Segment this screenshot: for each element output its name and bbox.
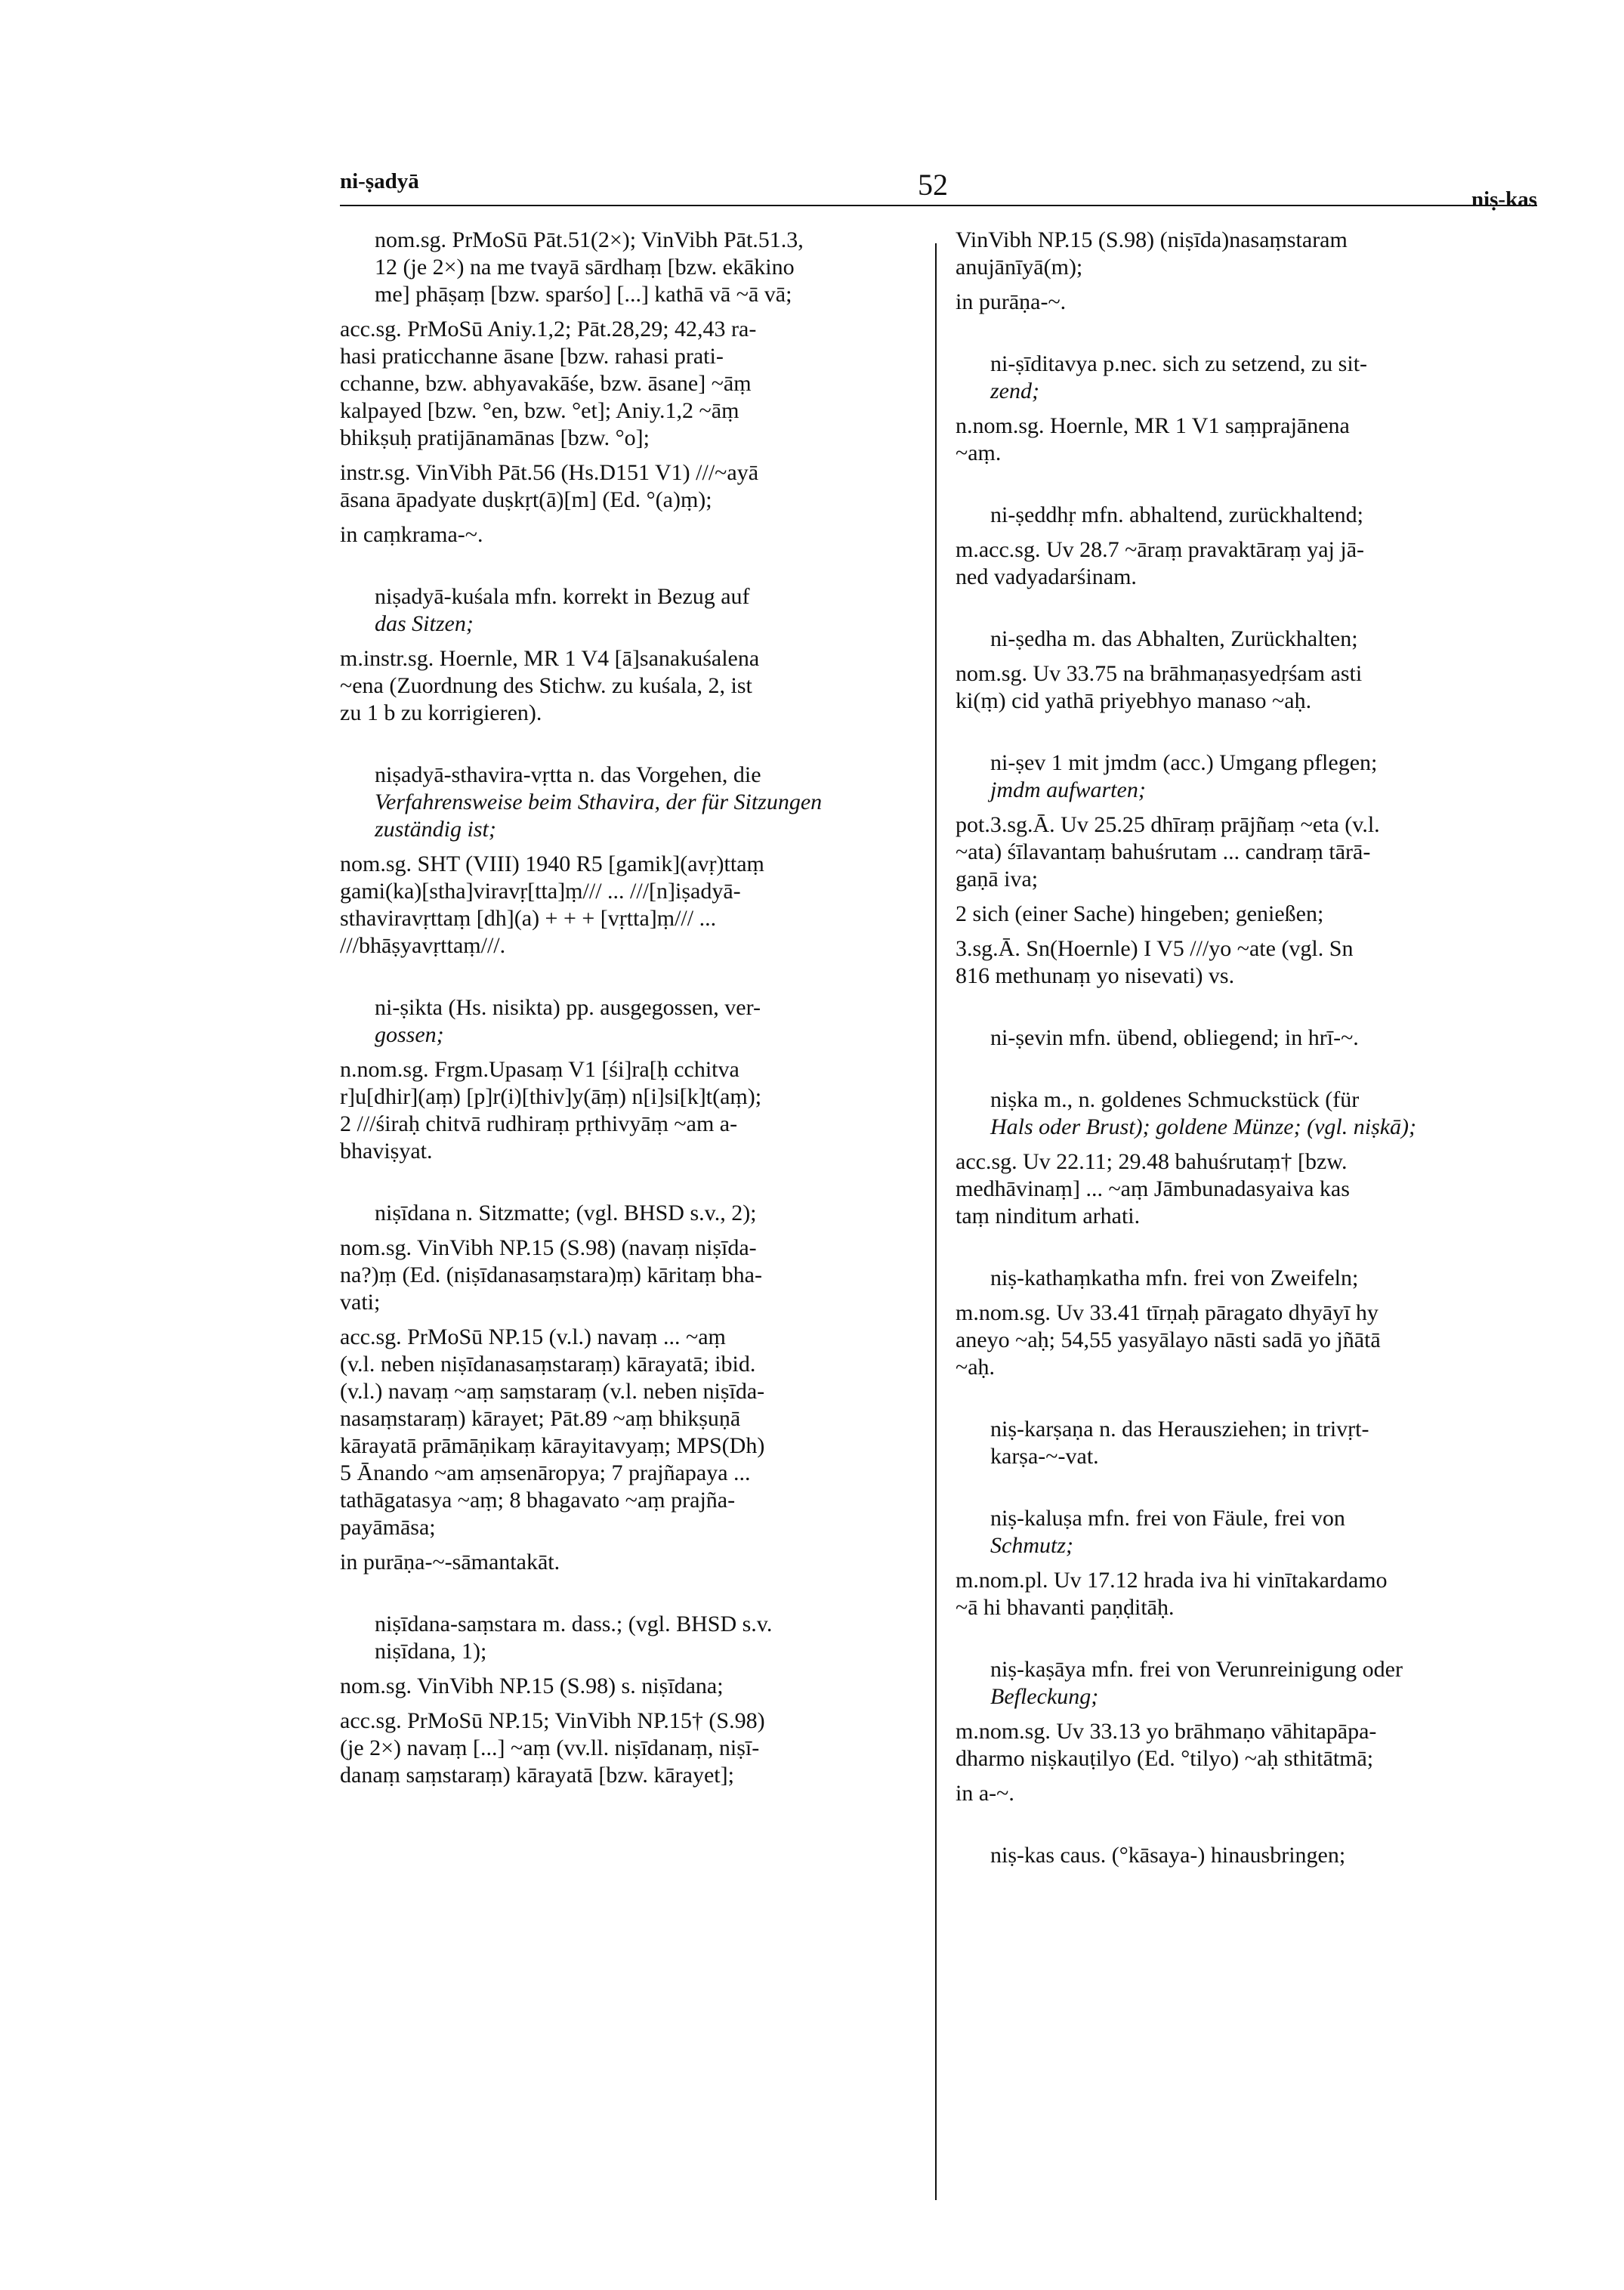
text-line: in a-~. [956, 1781, 1014, 1806]
entry-paragraph [956, 289, 1537, 316]
text-line: acc.sg. PrMoSū NP.15 (v.l.) navaṃ ... ~aṃ [340, 1324, 726, 1349]
text-line: m.nom.sg. Uv 33.41 tīrṇaḥ pāragato dhyāyī hy [956, 1300, 1379, 1325]
text-line: gaṇā iva; [956, 867, 1039, 892]
text-line: in purāṇa-~. [956, 289, 1067, 314]
headword-line: ni-ṣev 1 mit jmdm (acc.) Umgang pflegen; [990, 750, 1378, 775]
text-line: instr.sg. VinVibh Pāt.56 (Hs.D151 V1) ///~ayā [340, 460, 759, 485]
dictionary-entry [956, 1416, 1537, 1470]
text-line: bhikṣuḥ pratijānamānas [bzw. °o]; [340, 425, 650, 450]
headword-line: ni-ṣevin mfn. übend, obliegend; in hrī-~. [990, 1025, 1359, 1050]
text-line: n.nom.sg. Frgm.Upasaṃ V1 [śi]ra[ḥ cchitva [340, 1057, 739, 1082]
text-line: ~ena (Zuordnung des Stichw. zu kuśala, 2, ist [340, 673, 752, 698]
headword-line: zend; [990, 379, 1039, 403]
text-line: pot.3.sg.Ā. Uv 25.25 dhīraṃ prājñaṃ ~eta (v.l. [956, 812, 1380, 837]
entry-paragraph [956, 413, 1537, 467]
entry-paragraph [956, 901, 1537, 928]
text-line: bhaviṣyat. [340, 1139, 433, 1164]
entry-headword [956, 1265, 1537, 1292]
entry-paragraph [956, 227, 1537, 281]
headword-line: Schmutz; [990, 1533, 1073, 1558]
entry-paragraph [956, 1718, 1537, 1772]
text-line: ~ā hi bhavanti paṇḍitāḥ. [956, 1595, 1175, 1620]
entry-headword [956, 1505, 1537, 1559]
entry-paragraph [956, 811, 1537, 893]
entry-headword [340, 1200, 914, 1227]
text-line: me] phāṣaṃ [bzw. sparśo] [...] kathā vā ~ā vā; [375, 282, 792, 307]
text-line: kārayatā prāmāṇikaṃ kārayitavyaṃ; MPS(Dh) [340, 1433, 765, 1458]
headword-line: niṣ-kaṣāya mfn. frei von Verunreinigung oder [990, 1657, 1403, 1682]
entry-paragraph [340, 1673, 914, 1700]
dictionary-entry [956, 1505, 1537, 1621]
headword-line: Verfahrensweise beim Sthavira, der für Sitzungen [375, 790, 823, 814]
entry-paragraph [956, 536, 1537, 591]
text-line: (v.l.) navaṃ ~aṃ saṃstaraṃ (v.l. neben niṣīda- [340, 1379, 765, 1404]
dictionary-entry [956, 1086, 1537, 1230]
entry-paragraph [340, 645, 914, 727]
headword-line: ni-ṣedha m. das Abhalten, Zurückhalten; [990, 626, 1358, 651]
text-line: 2 sich (einer Sache) hingeben; genießen; [956, 901, 1324, 926]
dictionary-entry [340, 1200, 914, 1576]
headword-line: das Sitzen; [375, 611, 474, 636]
headword-line: niṣīdana, 1); [375, 1639, 487, 1664]
dictionary-entry [956, 626, 1537, 715]
text-line: medhāvinaṃ] ... ~aṃ Jāmbunadasyaiva kas [956, 1176, 1350, 1201]
text-line: ~aṃ. [956, 440, 1002, 465]
text-line: VinVibh NP.15 (S.98) (niṣīda)nasaṃstaram [956, 227, 1348, 252]
entry-paragraph [956, 935, 1537, 990]
headword-line: niṣ-kas caus. (°kāsaya-) hinausbringen; [990, 1843, 1346, 1868]
text-line: m.nom.sg. Uv 33.13 yo brāhmaṇo vāhitapāpa- [956, 1719, 1377, 1744]
text-line: gami(ka)[stha]viravṛ[tta]ṃ/// ... ///[n]iṣadyā- [340, 879, 741, 904]
dictionary-entry [956, 1265, 1537, 1381]
running-head-left: ni-ṣadyā [340, 169, 419, 193]
entry-headword [956, 1416, 1537, 1470]
headword-line: ni-ṣeddhṛ mfn. abhaltend, zurückhaltend; [990, 502, 1364, 527]
text-line: acc.sg. PrMoSū NP.15; VinVibh NP.15† (S.98) [340, 1708, 765, 1733]
entry-paragraph [956, 660, 1537, 715]
text-line: ki(ṃ) cid yathā priyebhyo manaso ~aḥ. [956, 688, 1312, 713]
text-line: āsana āpadyate duṣkṛt(ā)[m] (Ed. °(a)ṃ); [340, 487, 712, 512]
left-column [340, 227, 914, 1824]
entry-headword [956, 749, 1537, 804]
text-line: ///bhāṣyavṛttaṃ///. [340, 933, 506, 958]
headword-line: niṣadyā-sthavira-vṛtta n. das Vorgehen, die [375, 762, 761, 787]
entry-paragraph [340, 851, 914, 960]
entry-paragraph [340, 1707, 914, 1789]
text-line: in purāṇa-~-sāmantakāt. [340, 1550, 560, 1575]
entry-paragraph [340, 1235, 914, 1316]
headword-line: Hals oder Brust); goldene Münze; (vgl. niṣkā); [990, 1114, 1417, 1139]
text-line: ~ata) śīlavantaṃ bahuśrutam ... candraṃ tārā- [956, 839, 1371, 864]
text-line: kalpayed [bzw. °en, bzw. °et]; Aniy.1,2 ~āṃ [340, 398, 739, 423]
text-line: (v.l. neben niṣīdanasaṃstaraṃ) kārayatā; ibid. [340, 1352, 756, 1377]
text-line: m.instr.sg. Hoernle, MR 1 V4 [ā]sanakuśalena [340, 646, 760, 671]
text-line: 5 Ānando ~am aṃsenāropya; 7 prajñapaya ... [340, 1460, 751, 1485]
text-line: nom.sg. SHT (VIII) 1940 R5 [gamik](avṛ)ttaṃ [340, 851, 764, 876]
dictionary-entry [956, 502, 1537, 591]
headword-line: niṣka m., n. goldenes Schmuckstück (für [990, 1087, 1360, 1112]
entry-headword [340, 994, 914, 1049]
entry-headword [956, 1086, 1537, 1141]
text-line: in caṃkrama-~. [340, 522, 483, 547]
text-line: nom.sg. Uv 33.75 na brāhmaṇasyedṛśam asti [956, 661, 1363, 686]
text-line: 816 methunaṃ yo nisevati) vs. [956, 963, 1235, 988]
headword-line: niṣ-karṣaṇa n. das Herausziehen; in trivṛt- [990, 1417, 1369, 1442]
entry-paragraph [956, 1300, 1537, 1381]
text-line: hasi praticchanne āsane [bzw. rahasi prati- [340, 344, 724, 369]
entry-paragraph [340, 227, 914, 308]
text-line: (je 2×) navaṃ [...] ~aṃ (vv.ll. niṣīdanaṃ, niṣī- [340, 1735, 760, 1760]
text-line: ned vadyadarśinam. [956, 564, 1137, 589]
dictionary-entry [340, 994, 914, 1165]
right-column [956, 227, 1537, 1904]
entry-paragraph [340, 1549, 914, 1576]
headword-line: niṣīdana n. Sitzmatte; (vgl. BHSD s.v., 2); [375, 1201, 757, 1225]
dictionary-entry [340, 583, 914, 727]
entry-headword [956, 626, 1537, 653]
dictionary-entry [956, 227, 1537, 316]
text-line: acc.sg. Uv 22.11; 29.48 bahuśrutaṃ† [bzw. [956, 1149, 1348, 1174]
entry-headword [340, 762, 914, 843]
dictionary-entry [956, 1842, 1537, 1869]
text-line: n.nom.sg. Hoernle, MR 1 V1 saṃprajānena [956, 413, 1350, 438]
text-line: ~aḥ. [956, 1355, 996, 1380]
text-line: acc.sg. PrMoSū Aniy.1,2; Pāt.28,29; 42,43 ra- [340, 317, 757, 341]
headword-line: jmdm aufwarten; [990, 777, 1146, 802]
text-line: tathāgatasya ~aṃ; 8 bhagavato ~aṃ prajña- [340, 1488, 736, 1513]
entry-headword [956, 351, 1537, 405]
entry-paragraph [340, 316, 914, 452]
text-line: na?)ṃ (Ed. (niṣīdanasaṃstara)ṃ) kāritaṃ bha- [340, 1262, 762, 1287]
entry-paragraph [340, 459, 914, 514]
dictionary-entry [340, 1611, 914, 1789]
dictionary-entry [956, 351, 1537, 467]
text-line: 12 (je 2×) na me tvayā sārdhaṃ [bzw. ekākino [375, 255, 795, 280]
text-line: sthaviravṛttaṃ [dh](a) + + + [vṛtta]ṃ/// ... [340, 906, 717, 931]
entry-headword [956, 502, 1537, 529]
entry-headword [340, 583, 914, 638]
text-line: m.nom.pl. Uv 17.12 hrada iva hi vinītakardamo [956, 1568, 1388, 1593]
text-line: nom.sg. VinVibh NP.15 (S.98) s. niṣīdana; [340, 1673, 724, 1698]
entry-headword [956, 1842, 1537, 1869]
text-line: nom.sg. PrMoSū Pāt.51(2×); VinVibh Pāt.51.3, [375, 227, 804, 252]
column-divider [935, 243, 937, 2200]
text-line: aneyo ~aḥ; 54,55 yasyālayo nāsti sadā yo jñātā [956, 1327, 1381, 1352]
dictionary-entry [340, 227, 914, 549]
text-line: taṃ ninditum arhati. [956, 1204, 1141, 1228]
entry-headword [340, 1611, 914, 1665]
running-head-right: niṣ-kas [1471, 187, 1537, 212]
dictionary-entry [956, 1656, 1537, 1807]
entry-paragraph [956, 1567, 1537, 1621]
text-line: m.acc.sg. Uv 28.7 ~āraṃ pravaktāraṃ yaj jā- [956, 537, 1365, 562]
headword-line: niṣ-kathaṃkatha mfn. frei von Zweifeln; [990, 1266, 1359, 1290]
text-line: r]u[dhir](aṃ) [p]r(i)[thiv]y(āṃ) n[i]si[k]t(aṃ); [340, 1084, 762, 1109]
dictionary-entry [340, 762, 914, 960]
page-number: 52 [918, 168, 948, 202]
headword-line: karṣa-~-vat. [990, 1444, 1099, 1469]
text-line: vati; [340, 1290, 381, 1315]
dictionary-entry [956, 749, 1537, 990]
entry-paragraph [956, 1148, 1537, 1230]
header-rule [340, 205, 1537, 206]
text-line: nom.sg. VinVibh NP.15 (S.98) (navaṃ niṣīda- [340, 1235, 757, 1260]
text-line: zu 1 b zu korrigieren). [340, 700, 542, 725]
page-header [340, 140, 1537, 212]
entry-headword [956, 1024, 1537, 1052]
headword-line: ni-ṣīditavya p.nec. sich zu setzend, zu sit- [990, 351, 1368, 376]
headword-line: Befleckung; [990, 1684, 1099, 1709]
text-line: cchanne, bzw. abhyavakāśe, bzw. āsane] ~āṃ [340, 371, 752, 396]
text-line: 3.sg.Ā. Sn(Hoernle) I V5 ///yo ~ate (vgl. Sn [956, 936, 1354, 961]
text-line: anujānīyā(m); [956, 255, 1083, 280]
text-line: 2 ///śiraḥ chitvā rudhiraṃ pṛthivyāṃ ~am a- [340, 1111, 738, 1136]
headword-line: ni-ṣikta (Hs. nisikta) pp. ausgegossen, ver- [375, 995, 761, 1020]
dictionary-entry [956, 1024, 1537, 1052]
text-line: nasaṃstaraṃ) kārayet; Pāt.89 ~aṃ bhikṣuṇā [340, 1406, 741, 1431]
headword-line: niṣadyā-kuśala mfn. korrekt in Bezug auf [375, 584, 750, 609]
entry-headword [956, 1656, 1537, 1711]
headword-line: niṣīdana-saṃstara m. dass.; (vgl. BHSD s.v. [375, 1612, 773, 1636]
entry-paragraph [340, 521, 914, 549]
text-line: payāmāsa; [340, 1515, 436, 1540]
text-line: dharmo niṣkauṭilyo (Ed. °tilyo) ~aḥ sthitātmā; [956, 1746, 1374, 1771]
headword-line: niṣ-kaluṣa mfn. frei von Fäule, frei von [990, 1506, 1345, 1531]
entry-paragraph [956, 1780, 1537, 1807]
entry-paragraph [340, 1056, 914, 1165]
headword-line: gossen; [375, 1022, 444, 1047]
headword-line: zuständig ist; [375, 817, 496, 842]
entry-paragraph [340, 1324, 914, 1541]
text-line: danaṃ saṃstaraṃ) kārayatā [bzw. kārayet]; [340, 1763, 734, 1788]
